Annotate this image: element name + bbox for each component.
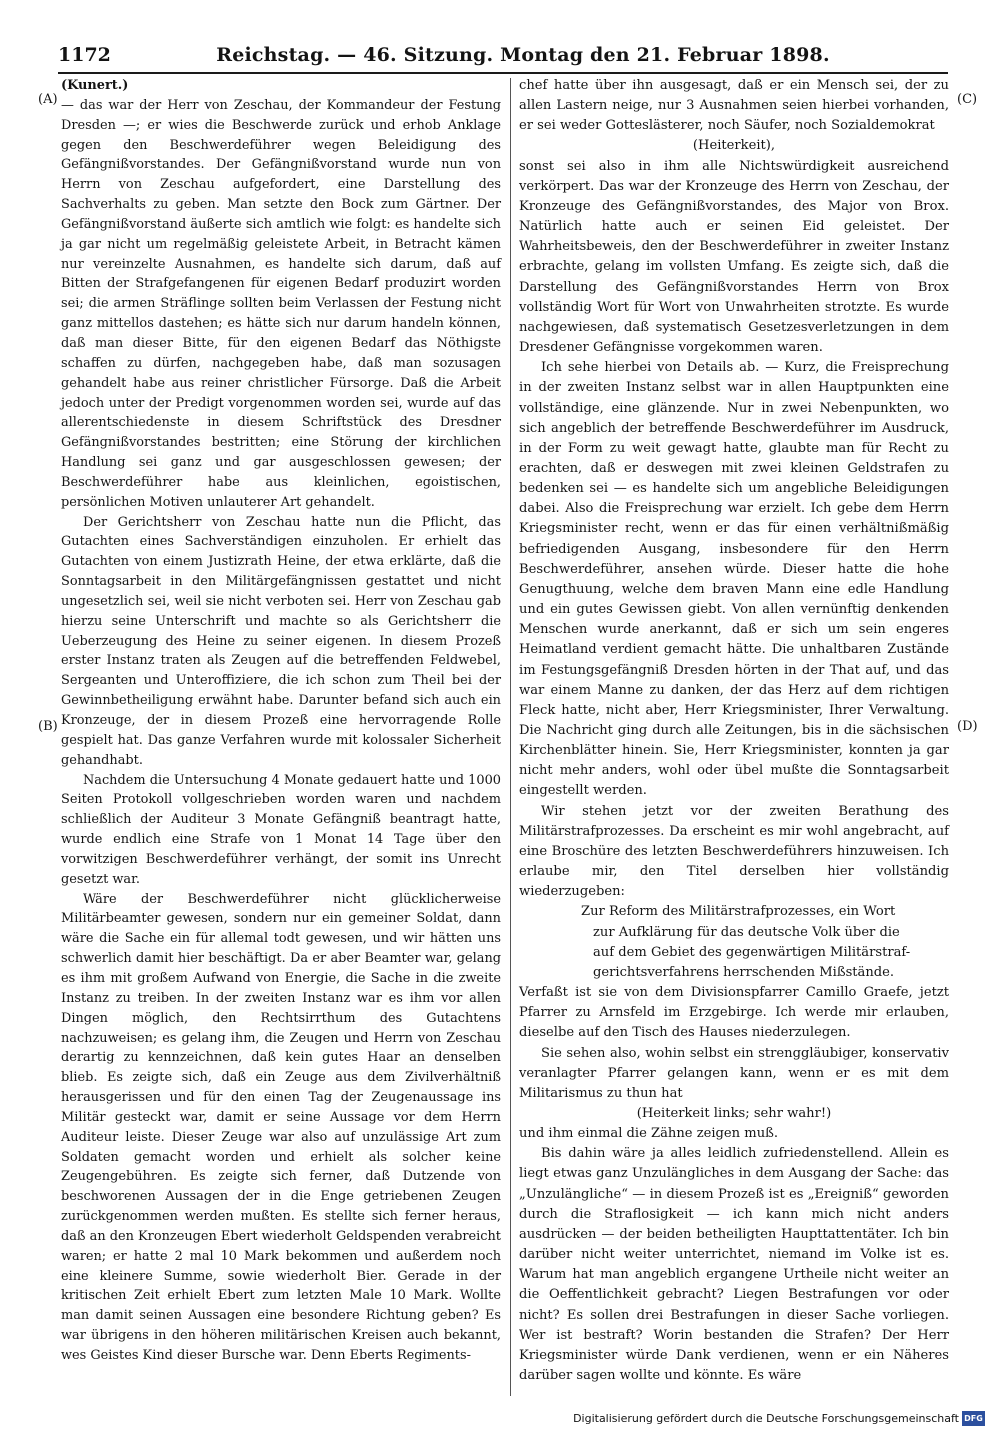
interjection: (Heiterkeit links; sehr wahr!): [636, 1105, 832, 1121]
quoted-title-line: Zur Reform des Militärstrafprozesses, ein Wort: [581, 904, 896, 920]
right-paragraph: sonst sei also in ihm alle Nichtswürdigkeit ausreichend verkörpert. Das war der Kronzeuge des Herrn von Zeschau, der Kronzeuge des Gefängnißvorstandes, des Major von Brox. Natürlich hatte auch er seinen Eid geleistet. Der Wahrheitsbeweis, den der Beschwerdeführer in zweiter Instanz erbrachte, gelang im vollsten Umfang. Es zeigte sich, daß die Darstellung des Gefängnißvorstandes Herrn von Brox vollständig Wort für Wort von Unwahrheiten strotzte. Es wurde nachgewiesen, daß systematisch Gesetzesverletzungen in dem Dresdener Gefängnisse vorgekommen waren.: [519, 158, 949, 356]
funding-notice: Digitalisierung gefördert durch die Deutsche Forschungsgemeinschaft: [573, 1412, 959, 1425]
left-column: [61, 76, 501, 1366]
right-paragraph: Ich sehe hierbei von Details ab. — Kurz, die Freisprechung in der zweiten Instanz selbst war in allen Hauptpunkten eine vollständige, eine glänzende. Nur in zwei Nebenpunkten, wo sich angeblich der betreffende Beschwerdeführer im Ausdruck, in der Form zu weit gewagt hatte, glaubte man für Recht zu erachten, daß er deswegen mit zwei kleinen Geldstrafen zu bedenken sei — es handelte sich um angebliche Beleidigungen dabei. Also die Freisprechung war erzielt. Ich gebe dem Herrn Kriegsminister recht, wenn er das für einen verhältnißmäßig befriedigenden Ausgang, insbesondere für den Herrn Beschwerdeführer, ansehen würde. Dieser hatte die hohe Genugthuung, welche dem braven Mann eine edle Handlung und ein gutes Gewissen giebt. Von allen vernünftig denkenden Menschen wurde anerkannt, daß er sich um sein engeres Heimatland verdient gemacht hätte. Die unhaltbaren Zustände im Festungsgefängniß Dresden hörten in der That auf, und das war einem Manne zu danken, der das Herz auf dem richtigen Fleck hatte, nicht aber, Herr Kriegsminister, Ihrer Verwaltung. Die Nachricht ging durch alle Zeitungen, bis in die sächsischen Kirchenblätter hinein. Sie, Herr Kriegsminister, konnten ja gar nicht mehr anders, wohl oder übel mußte die Sonntagsarbeit eingestellt werden.: [519, 360, 949, 799]
right-paragraph: und ihm einmal die Zähne zeigen muß.: [519, 1126, 779, 1142]
left-paragraph: Der Gerichtsherr von Zeschau hatte nun die Pflicht, das Gutachten eines Sachverständigen einzuholen. Er erhielt das Gutachten von einem Justizrath Heine, der etwa erklärte, daß die Sonntagsarbeit in den Militärgefängnissen gestattet und nicht ungesetzlich sei, weil sie nicht verboten sei. Herr von Zeschau gab hierzu seine Unterschrift und machte so als Gerichtsherr die Ueberzeugung des Heine zu seiner eigenen. In diesem Prozeß erster Instanz traten als Zeugen auf die betreffenden Feldwebel, Sergeanten und Unteroffiziere, die ich schon zum Theil bei der Gewinnbetheiligung erwähnt habe. Darunter befand sich auch ein Kronzeuge, der in diesem Prozeß eine hervorragende Rolle gespielt hat. Das ganze Verfahren wurde mit kolossaler Sicherheit gehandhabt.: [61, 514, 501, 768]
margin-marker-c: (C): [957, 92, 978, 107]
interjection: (Heiterkeit),: [692, 138, 776, 154]
right-paragraph: Verfaßt ist sie von dem Divisionspfarrer Camillo Graefe, jetzt Pfarrer zu Arnsfeld im Erzgebirge. Ich werde mir erlauben, dieselbe auf den Tisch des Hauses niederzulegen.: [519, 985, 949, 1041]
right-paragraph: Sie sehen also, wohin selbst ein strenggläubiger, konservativ veranlagter Pfarrer gelangen kann, wenn er es mit dem Militarismus zu thun hat: [519, 1045, 949, 1101]
footer: [573, 1411, 985, 1429]
left-paragraph: Nachdem die Untersuchung 4 Monate gedauert hatte und 1000 Seiten Protokoll vollgeschrieben worden waren und nachdem schließlich der Auditeur 3 Monate Gefängniß beantragt hatte, wurde endlich eine Strafe von 1 Monat 14 Tage über den vorwitzigen Beschwerdeführer verhängt, der somit ins Unrecht gesetzt war.: [61, 772, 501, 887]
left-paragraph: — das war der Herr von Zeschau, der Kommandeur der Festung Dresden —; er wies die Beschwerde zurück und erhob Anklage gegen den Beschwerdeführer wegen Beleidigung des Gefängnißvorstandes. Der Gefängnißvorstand wurde nun von Herrn von Zeschau aufgefordert, eine Darstellung des Sachverhalts zu geben. Man setzte den Bock zum Gärtner. Der Gefängnißvorstand äußerte sich amtlich wie folgt: es handelte sich ja gar nicht um regelmäßig geleistete Arbeit, in Betracht kämen nur vereinzelte Ausnahmen, es handelte sich darum, daß auf Bitten der Strafgefangenen für eigenen Bedarf produzirt worden sei; die armen Sträflinge sollten beim Verlassen der Festung nicht ganz mittellos dastehen; es hätte sich nur darum handeln können, daß man dieser Bitte, für den eigenen Bedarf das Nöthigste schaffen zu dürfen, nachgegeben habe, daß man sozusagen gehandelt habe aus reiner christlicher Fürsorge. Daß die Arbeit jedoch unter der Predigt vorgenommen worden sei, wurde auf das allerentschiedenste in diesem Schriftstück des Dresdner Gefängnißvorstandes bestritten; eine Störung der kirchlichen Handlung sei ganz und gar ausgeschlossen gewesen; der Beschwerdeführer habe aus kleinlichen, egoistischen, persönlichen Motiven unlauterer Art gehandelt.: [61, 97, 501, 510]
right-column: [519, 76, 949, 1386]
dfg-logo: DFG: [962, 1411, 985, 1426]
quoted-title: [519, 902, 949, 983]
quoted-title-line: gerichtsverfahrens herrschenden Mißstände.: [593, 964, 895, 980]
margin-marker-d: (D): [957, 719, 978, 734]
speaker-name: (Kunert.): [61, 78, 129, 93]
right-paragraph: Wir stehen jetzt vor der zweiten Berathung des Militärstrafprozesses. Da erscheint es mir wohl angebracht, auf eine Broschüre des letzten Beschwerdeführers hinzuweisen. Ich erlaube mir, den Titel derselben hier vollständig wiederzugeben:: [519, 803, 949, 900]
right-paragraph: chef hatte über ihn ausgesagt, daß er ein Mensch sei, der zu allen Lastern neige, nur 3 Ausnahmen seien hierbei vorhanden, er sei weder Gotteslästerer, noch Säufer, noch Sozialdemokrat: [519, 78, 949, 134]
running-title: Reichstag. — 46. Sitzung. Montag den 21. Februar 1898.: [216, 44, 830, 66]
page-number: 1172: [58, 44, 111, 66]
column-divider: [510, 78, 511, 1396]
margin-marker-b: (B): [38, 719, 58, 734]
running-header: [58, 42, 948, 74]
quoted-title-line: auf dem Gebiet des gegenwärtigen Militärstraf-: [593, 944, 911, 960]
quoted-title-line: zur Aufklärung für das deutsche Volk über die: [593, 924, 900, 940]
margin-marker-a: (A): [38, 92, 58, 107]
right-paragraph: Bis dahin wäre ja alles leidlich zufriedenstellend. Allein es liegt etwas ganz Unzulängliches in dem Ausgang der Sache: das „Unzulängliche“ — in diesem Prozeß ist es „Ereigniß“ geworden durch die Straflosigkeit — ich kann mich nicht anders ausdrücken — der beiden betheiligten Haupttattentäter. Ich bin darüber nicht weiter unterrichtet, niemand im Volke ist es. Warum hat man angeblich ergangene Urtheile nicht weiter an die Oeffentlichkeit gebracht? Liegen Bestrafungen vor oder nicht? Es sollen drei Bestrafungen in dieser Sache vorliegen. Wer ist bestraft? Worin bestanden die Strafen? Der Herr Kriegsminister würde Dank verdienen, wenn er ein Näheres darüber sagen wollte und könnte. Es wäre: [519, 1146, 949, 1383]
left-paragraph: Wäre der Beschwerdeführer nicht glücklicherweise Militärbeamter gewesen, sondern nur ein gemeiner Soldat, dann wäre die Sache ein für allemal todt gewesen, und wir hätten uns schwerlich damit hier beschäftigt. Da er aber Beamter war, gelang es ihm mit großem Aufwand von Energie, die Sache in die zweite Instanz zu treiben. In der zweiten Instanz war es ihm vor allen Dingen möglich, den Rechtsirrthum des Gutachtens nachzuweisen; es gelang ihm, die Zeugen und Herrn von Zeschau derartig zu kennzeichnen, daß kein gutes Haar an denselben blieb. Es zeigte sich, daß ein Zeuge aus dem Zivilverhältniß herausgerissen und für den einen Tag der Zeugenaussage ins Militär gesteckt war, damit er seine Aussage vor dem Herrn Auditeur leiste. Dieser Zeuge war also auf unzulässige Art zum Soldaten gemacht worden und erhielt als solcher keine Zeugengebühren. Es zeigte sich ferner, daß Dutzende von beschworenen Aussagen der in die Enge getriebenen Zeugen zurückgenommen werden mußten. Es stellte sich ferner heraus, daß an den Kronzeugen Ebert wiederholt Geldspenden verabreicht waren; er hatte 2 mal 10 Mark bekommen und außerdem noch eine kleinere Summe, sowie wiederholt Bier. Gerade in der kritischen Zeit erhielt Ebert zum letzten Male 10 Mark. Wollte man damit seinen Aussagen eine besondere Richtung geben? Es war übrigens in den höheren militärischen Kreisen auch bekannt, wes Geistes Kind dieser Bursche war. Denn Eberts Regiments-: [61, 891, 501, 1363]
